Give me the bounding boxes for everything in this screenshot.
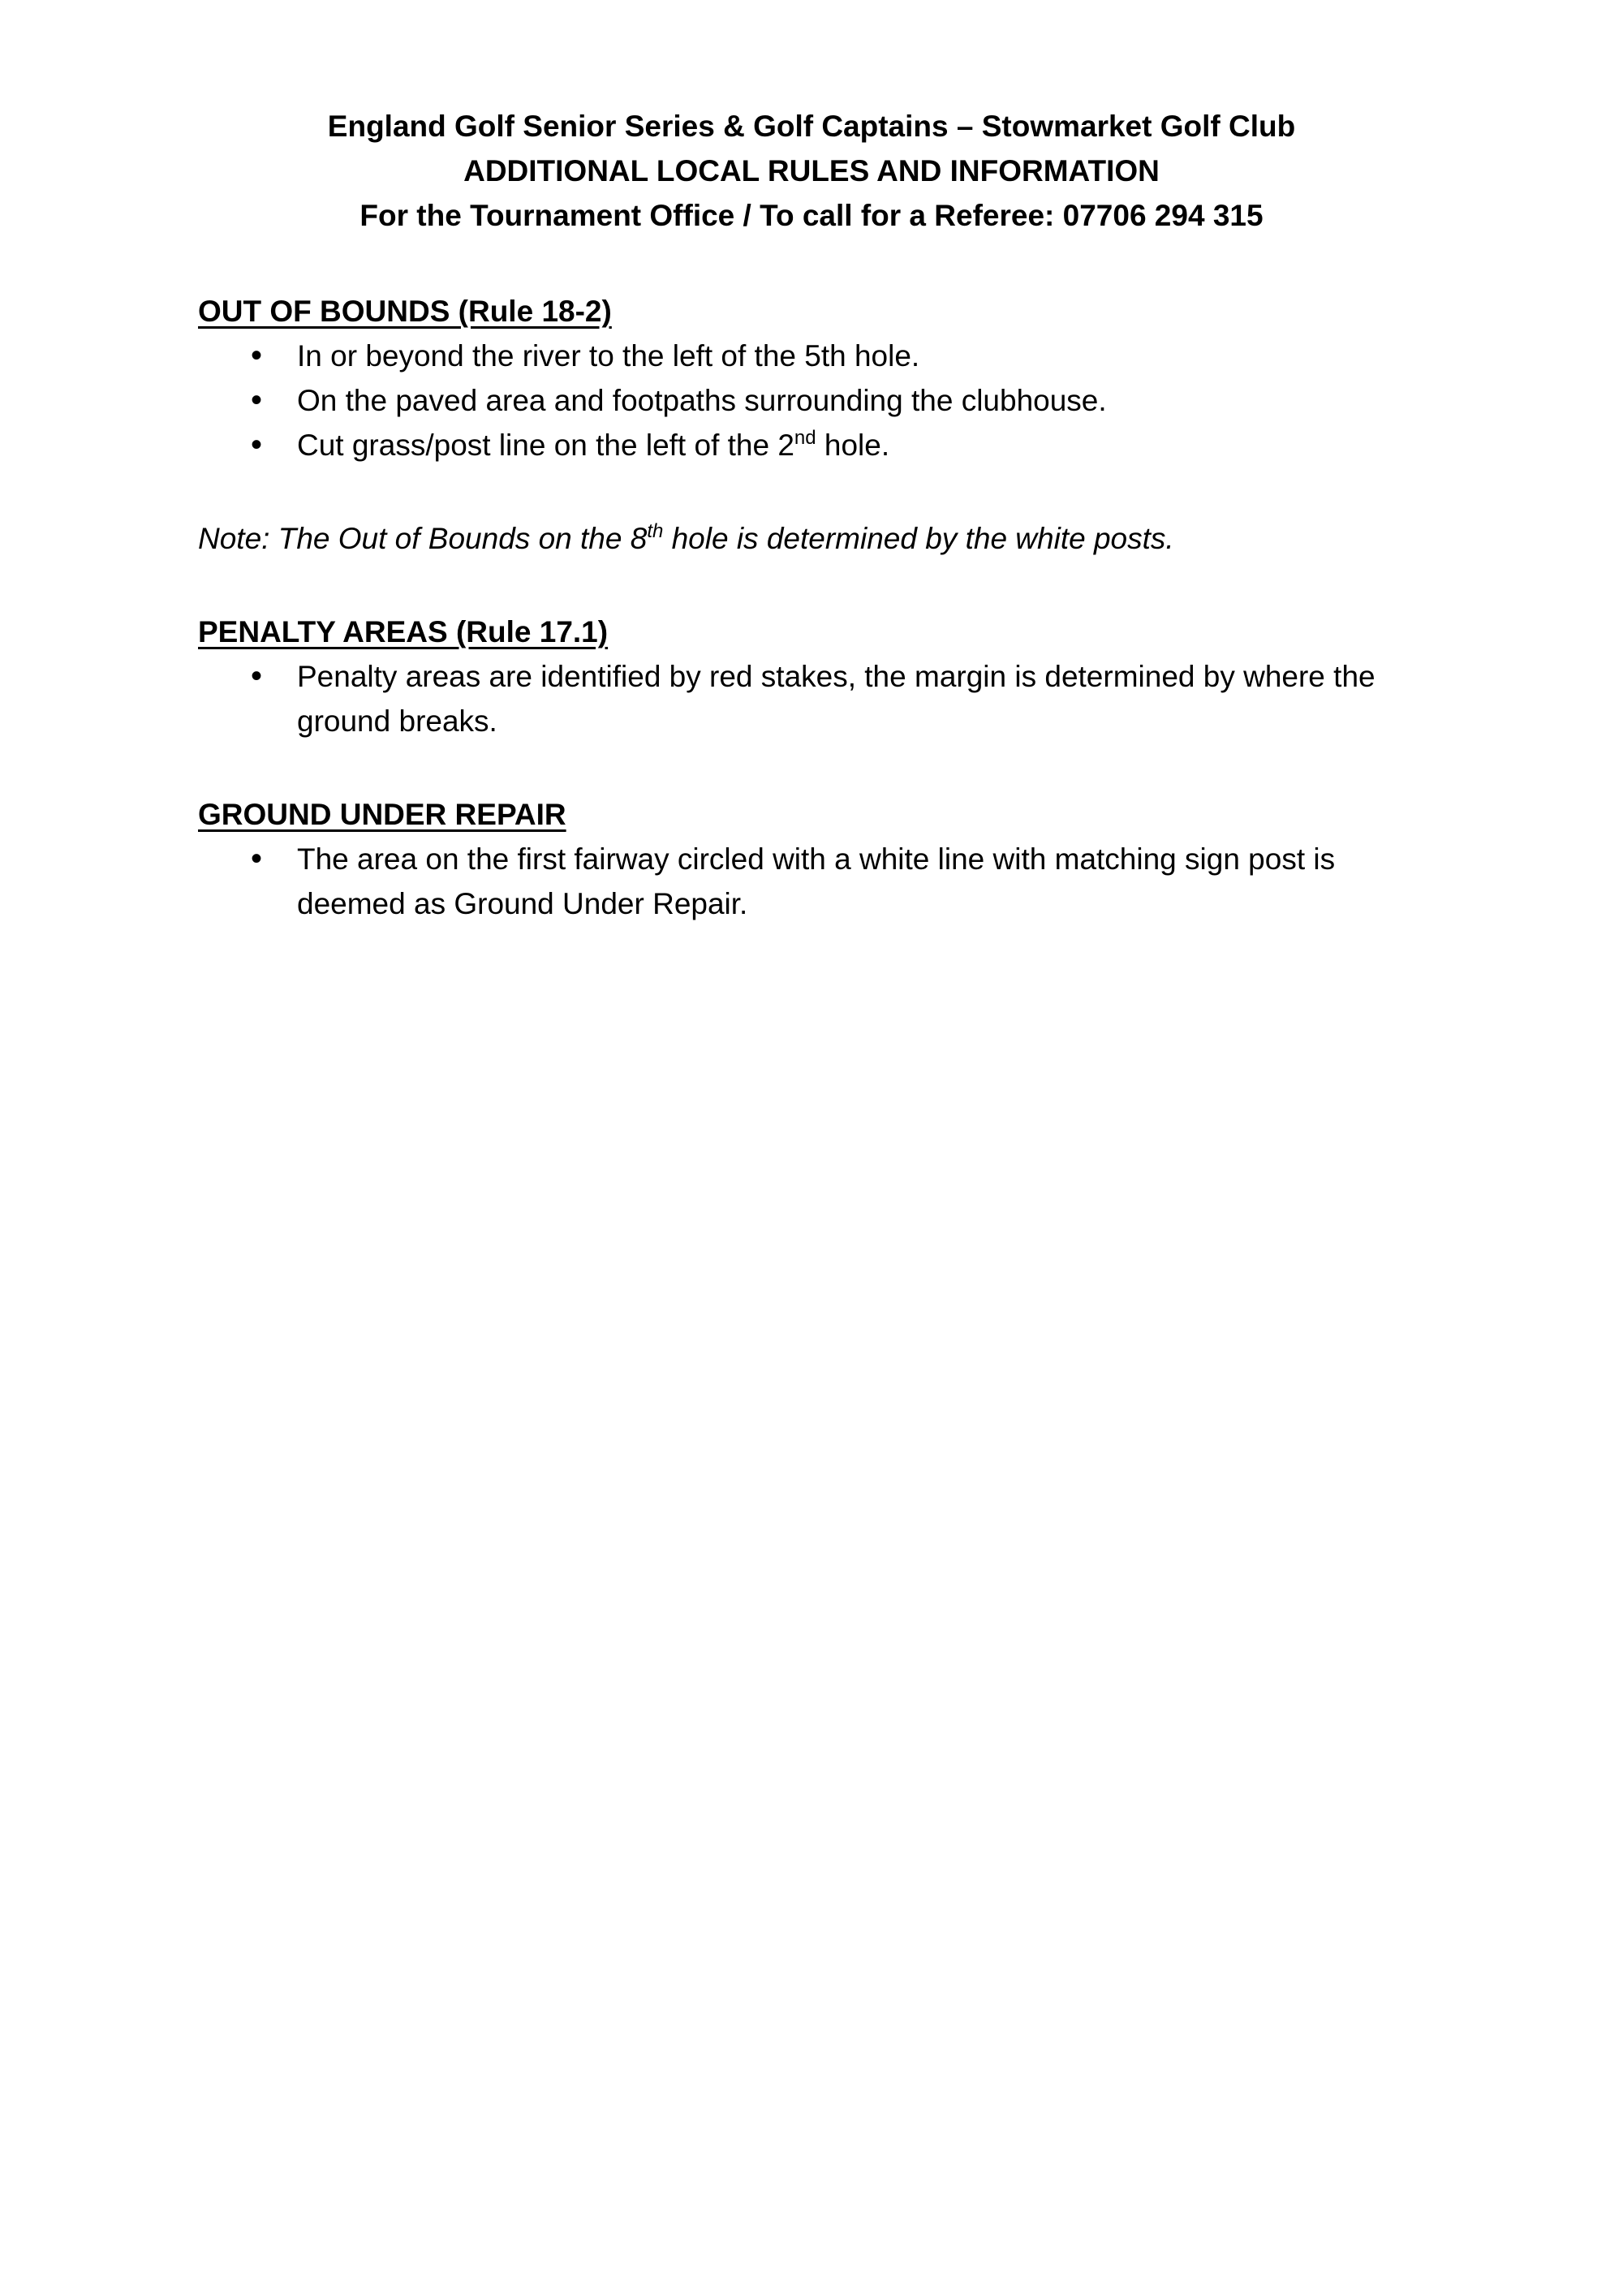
section-out-of-bounds (198, 289, 1448, 467)
list-item-text-part: hole. (816, 429, 890, 462)
section-heading: OUT OF BOUNDS (Rule 18-2) (198, 295, 612, 328)
bullet-icon: • (250, 338, 262, 373)
list-item (198, 654, 1448, 743)
list-item-text-part: Cut grass/post line on the left of the 2 (297, 429, 794, 462)
section-penalty-areas (198, 610, 1448, 743)
spacer (198, 743, 1448, 792)
list-item (198, 423, 1448, 467)
section-ground-under-repair (198, 792, 1448, 926)
list-item-text: On the paved area and footpaths surrounding the clubhouse. (297, 384, 1107, 417)
bullet-icon: • (250, 382, 262, 418)
ordinal-suffix: nd (794, 427, 816, 449)
out-of-bounds-note (198, 516, 1448, 561)
document-header (0, 104, 1623, 238)
bullet-icon: • (250, 427, 262, 463)
note-text-part: hole is determined by the white posts. (663, 522, 1174, 555)
document-body (198, 289, 1448, 926)
rule-list (198, 654, 1448, 743)
list-item (198, 837, 1448, 926)
section-heading: GROUND UNDER REPAIR (198, 798, 566, 831)
list-item-text: The area on the first fairway circled with a white line with matching sign post is deemed as Ground Under Repair. (297, 842, 1336, 920)
list-item-text (297, 429, 889, 462)
section-heading: PENALTY AREAS (Rule 17.1) (198, 615, 609, 648)
header-title: England Golf Senior Series & Golf Captains – Stowmarket Golf Club (327, 110, 1296, 143)
bullet-icon: • (250, 658, 262, 694)
list-item (198, 334, 1448, 378)
header-subtitle: ADDITIONAL LOCAL RULES AND INFORMATION (463, 154, 1160, 187)
ordinal-suffix: th (647, 520, 664, 542)
header-contact-line: For the Tournament Office / To call for a Referee: 07706 294 315 (359, 199, 1264, 232)
list-item (198, 378, 1448, 423)
bullet-icon: • (250, 841, 262, 877)
spacer (198, 467, 1448, 516)
list-item-text: Penalty areas are identified by red stakes, the margin is determined by where the ground breaks. (297, 660, 1375, 738)
rule-list (198, 837, 1448, 926)
note-text-part: Note: The Out of Bounds on the 8 (198, 522, 648, 555)
spacer (198, 561, 1448, 610)
rule-list (198, 334, 1448, 467)
list-item-text: In or beyond the river to the left of the 5th hole. (297, 339, 920, 373)
